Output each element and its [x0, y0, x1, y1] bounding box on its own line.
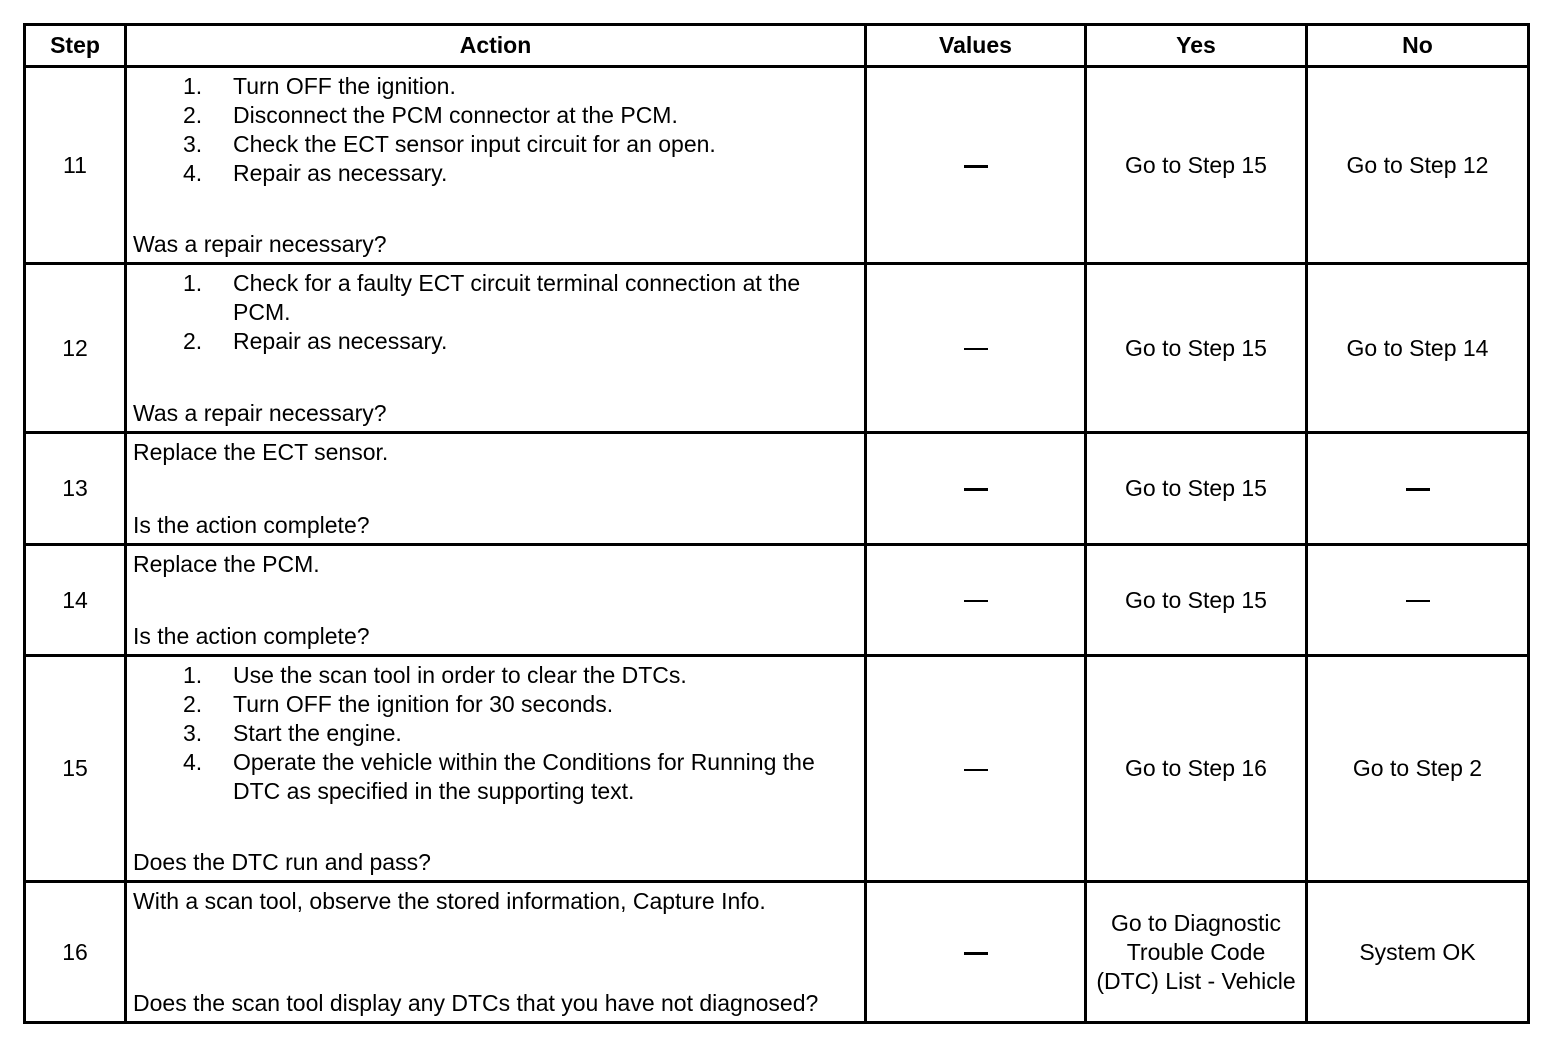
action-text: Replace the ECT sensor.: [133, 439, 389, 465]
action-step-number: 2.: [183, 328, 203, 354]
action-question: Does the scan tool display any DTCs that you have not diagnosed?: [133, 990, 819, 1016]
yes-text: Go to Step 15: [1125, 586, 1267, 613]
action-cell: [126, 882, 866, 1023]
yes-cell: [1086, 882, 1307, 1023]
action-cell: [126, 264, 866, 433]
action-step: [183, 269, 856, 327]
no-text: System OK: [1359, 938, 1476, 965]
step-cell: 16: [25, 882, 126, 1023]
action-question: Was a repair necessary?: [133, 400, 387, 426]
action-instructions: [133, 550, 856, 579]
action-step-text: Use the scan tool in order to clear the DTCs.: [233, 662, 687, 688]
values-cell: [866, 545, 1086, 656]
diagnostic-table: [23, 23, 1530, 1024]
yes-text: Go to Diagnostic Trouble Code (DTC) List - Vehicle: [1096, 909, 1296, 994]
values-cell: [866, 433, 1086, 545]
action-content: [127, 68, 864, 262]
values-cell: [866, 67, 1086, 264]
yes-text: Go to Step 15: [1125, 151, 1267, 178]
step-cell: 13: [25, 433, 126, 545]
no-cell: [1307, 882, 1529, 1023]
values-cell: [866, 264, 1086, 433]
action-step: [183, 690, 856, 719]
action-cell: [126, 67, 866, 264]
values-cell: [866, 882, 1086, 1023]
action-question: Was a repair necessary?: [133, 231, 387, 257]
values-dash: [964, 165, 988, 168]
action-question: Does the DTC run and pass?: [133, 849, 431, 875]
no-dash: [1406, 488, 1430, 491]
table-row: [25, 882, 1529, 1023]
step-cell: 11: [25, 67, 126, 264]
action-question: Is the action complete?: [133, 512, 370, 538]
action-cell: [126, 545, 866, 656]
header-values: Values: [866, 25, 1086, 67]
no-cell: [1307, 67, 1529, 264]
action-step-text: Repair as necessary.: [233, 328, 448, 354]
header-row: [25, 25, 1529, 67]
action-content: [127, 883, 864, 1021]
values-cell: [866, 656, 1086, 882]
action-step: [183, 101, 856, 130]
yes-cell: [1086, 67, 1307, 264]
no-cell: [1307, 433, 1529, 545]
action-step: [183, 719, 856, 748]
yes-text: Go to Step 16: [1125, 755, 1267, 781]
step-cell: 14: [25, 545, 126, 656]
yes-cell: [1086, 264, 1307, 433]
no-text: Go to Step 12: [1346, 151, 1489, 178]
yes-cell: [1086, 545, 1307, 656]
step-cell: 15: [25, 656, 126, 882]
action-content: [127, 657, 864, 880]
yes-text: Go to Step 15: [1125, 334, 1267, 361]
values-dash: [964, 600, 988, 602]
action-step-number: 2.: [183, 102, 203, 128]
action-step-text: Check for a faulty ECT circuit terminal connection at the PCM.: [233, 270, 801, 325]
header-action: Action: [126, 25, 866, 67]
action-step-number: 4.: [183, 749, 203, 775]
action-step-list: [133, 72, 856, 188]
values-dash: [964, 952, 988, 955]
action-step-text: Operate the vehicle within the Conditions for Running the DTC as specified in the supporting text.: [233, 749, 815, 804]
action-step: [183, 72, 856, 101]
action-question: Is the action complete?: [133, 623, 370, 649]
action-step-number: 3.: [183, 131, 203, 157]
table-row: [25, 545, 1529, 656]
no-cell: [1307, 545, 1529, 656]
action-instructions: [133, 438, 856, 467]
header-no: No: [1307, 25, 1529, 67]
no-dash: [1406, 600, 1430, 602]
step-cell: 12: [25, 264, 126, 433]
action-step-number: 1.: [183, 73, 203, 99]
no-cell: [1307, 656, 1529, 882]
no-cell: [1307, 264, 1529, 433]
no-text: Go to Step 14: [1346, 334, 1489, 361]
action-step-number: 2.: [183, 691, 203, 717]
action-instructions: [133, 887, 856, 916]
header-step: Step: [25, 25, 126, 67]
action-step-number: 1.: [183, 662, 203, 688]
action-content: [127, 265, 864, 431]
action-instructions: [133, 269, 856, 356]
action-step: [183, 159, 856, 188]
action-content: [127, 546, 864, 654]
action-text: With a scan tool, observe the stored information, Capture Info.: [133, 888, 766, 914]
values-dash: [964, 348, 988, 350]
action-step-list: [133, 661, 856, 806]
no-text: Go to Step 2: [1352, 755, 1483, 781]
action-step-text: Turn OFF the ignition for 30 seconds.: [233, 691, 614, 717]
action-step-list: [133, 269, 856, 356]
yes-cell: [1086, 656, 1307, 882]
action-step-text: Start the engine.: [233, 720, 402, 746]
action-step: [183, 327, 856, 356]
action-step-text: Turn OFF the ignition.: [233, 73, 456, 99]
action-content: [127, 434, 864, 543]
table-row: [25, 656, 1529, 882]
action-step-text: Repair as necessary.: [233, 160, 448, 186]
values-dash: [964, 488, 988, 491]
yes-cell: [1086, 433, 1307, 545]
action-step: [183, 130, 856, 159]
action-instructions: [133, 661, 856, 806]
values-dash: [964, 769, 988, 771]
action-step-number: 3.: [183, 720, 203, 746]
action-instructions: [133, 72, 856, 188]
header-yes: Yes: [1086, 25, 1307, 67]
action-text: Replace the PCM.: [133, 551, 320, 577]
yes-text: Go to Step 15: [1125, 475, 1267, 501]
action-cell: [126, 656, 866, 882]
table-row: [25, 67, 1529, 264]
action-step-number: 1.: [183, 270, 203, 296]
action-step-number: 4.: [183, 160, 203, 186]
action-step: [183, 748, 856, 806]
action-step-text: Disconnect the PCM connector at the PCM.: [233, 102, 678, 128]
action-step: [183, 661, 856, 690]
action-cell: [126, 433, 866, 545]
action-step-text: Check the ECT sensor input circuit for an open.: [233, 131, 716, 157]
table-row: [25, 433, 1529, 545]
table-row: [25, 264, 1529, 433]
